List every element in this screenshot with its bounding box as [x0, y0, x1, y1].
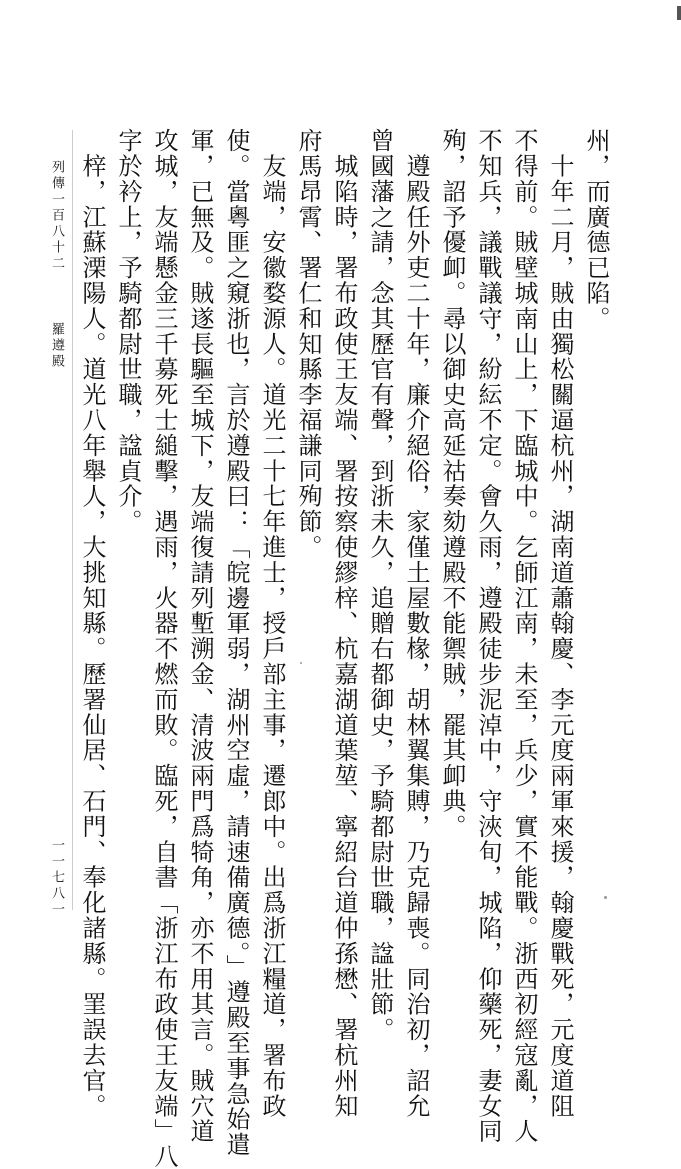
text-column-11: 使。當粵匪之窺浙也，言於遵殿曰：「皖邊軍弱，湖州空虛，請速備廣德。」遵殿至事急始遣 — [222, 128, 250, 1158]
running-subject: 羅遵殿 — [49, 322, 64, 370]
text-column-8: 城陷時，署布政使王友端、署按察使繆梓、杭嘉湖道葉堃、寧紹台道仲孫懋、署杭州知 — [330, 128, 358, 1119]
text-column-14: 字於衿上，予騎都尉世職，諡貞介。 — [114, 128, 142, 535]
print-speck — [604, 896, 607, 899]
text-column-9: 府馬昂霄、署仁和知縣李福謙同殉節。 — [294, 128, 322, 560]
print-speck — [300, 662, 302, 664]
running-heading: 列傳一百八十二 — [49, 160, 64, 272]
text-column-13: 攻城，友端懸金三千募死士縋擊，遇雨，火器不燃而敗。臨死，自書「浙江布政使王友端」八 — [150, 128, 178, 1169]
text-column-5: 殉，詔予優卹。尋以御史高延祜奏劾遵殿不能禦賊，罷其卹典。 — [438, 128, 466, 840]
text-column-4: 不知兵，議戰議守，紛紜不定。會久雨，遵殿徒步泥淖中，守浹旬，城陷，仰藥死，妻女同 — [474, 128, 502, 1144]
text-column-7: 曾國藩之請，念其歷官有聲，到浙未久，追贈右都御史，予騎都尉世職，諡壯節。 — [366, 128, 394, 1043]
text-column-2: 十年二月，賊由獨松關逼杭州，湖南道蕭翰慶、李元度兩軍來援，翰慶戰死，元度道阻 — [546, 128, 574, 1119]
gutter-rule — [72, 130, 73, 910]
text-column-15: 梓，江蘇溧陽人。道光八年舉人，大挑知縣。歷署仙居、石門、奉化諸縣。罣誤去官。 — [78, 128, 106, 1119]
text-column-3: 不得前。賊壁城南山上，下臨城中。乞師江南，未至，兵少，實不能戰。浙西初經寇亂，人 — [510, 128, 538, 1144]
text-column-10: 友端，安徽婺源人。道光二十七年進士，授戶部主事，遷郎中。出爲浙江糧道，署布政 — [258, 128, 286, 1119]
text-column-6: 遵殿任外吏二十年，廉介絕俗，家僅土屋數椽，胡林翼集賻，乃克歸喪。同治初，詔允 — [402, 128, 430, 1119]
text-column-1: 州，而廣德已陷。 — [582, 128, 610, 332]
text-column-12: 軍，已無及。賊遂長驅至城下，友端復請列塹溯金、清波兩門爲犄角，亦不用其言。賊穴道 — [186, 128, 214, 1144]
page-number: 一一七八一 — [49, 838, 64, 918]
page-edge-mark — [677, 6, 681, 20]
